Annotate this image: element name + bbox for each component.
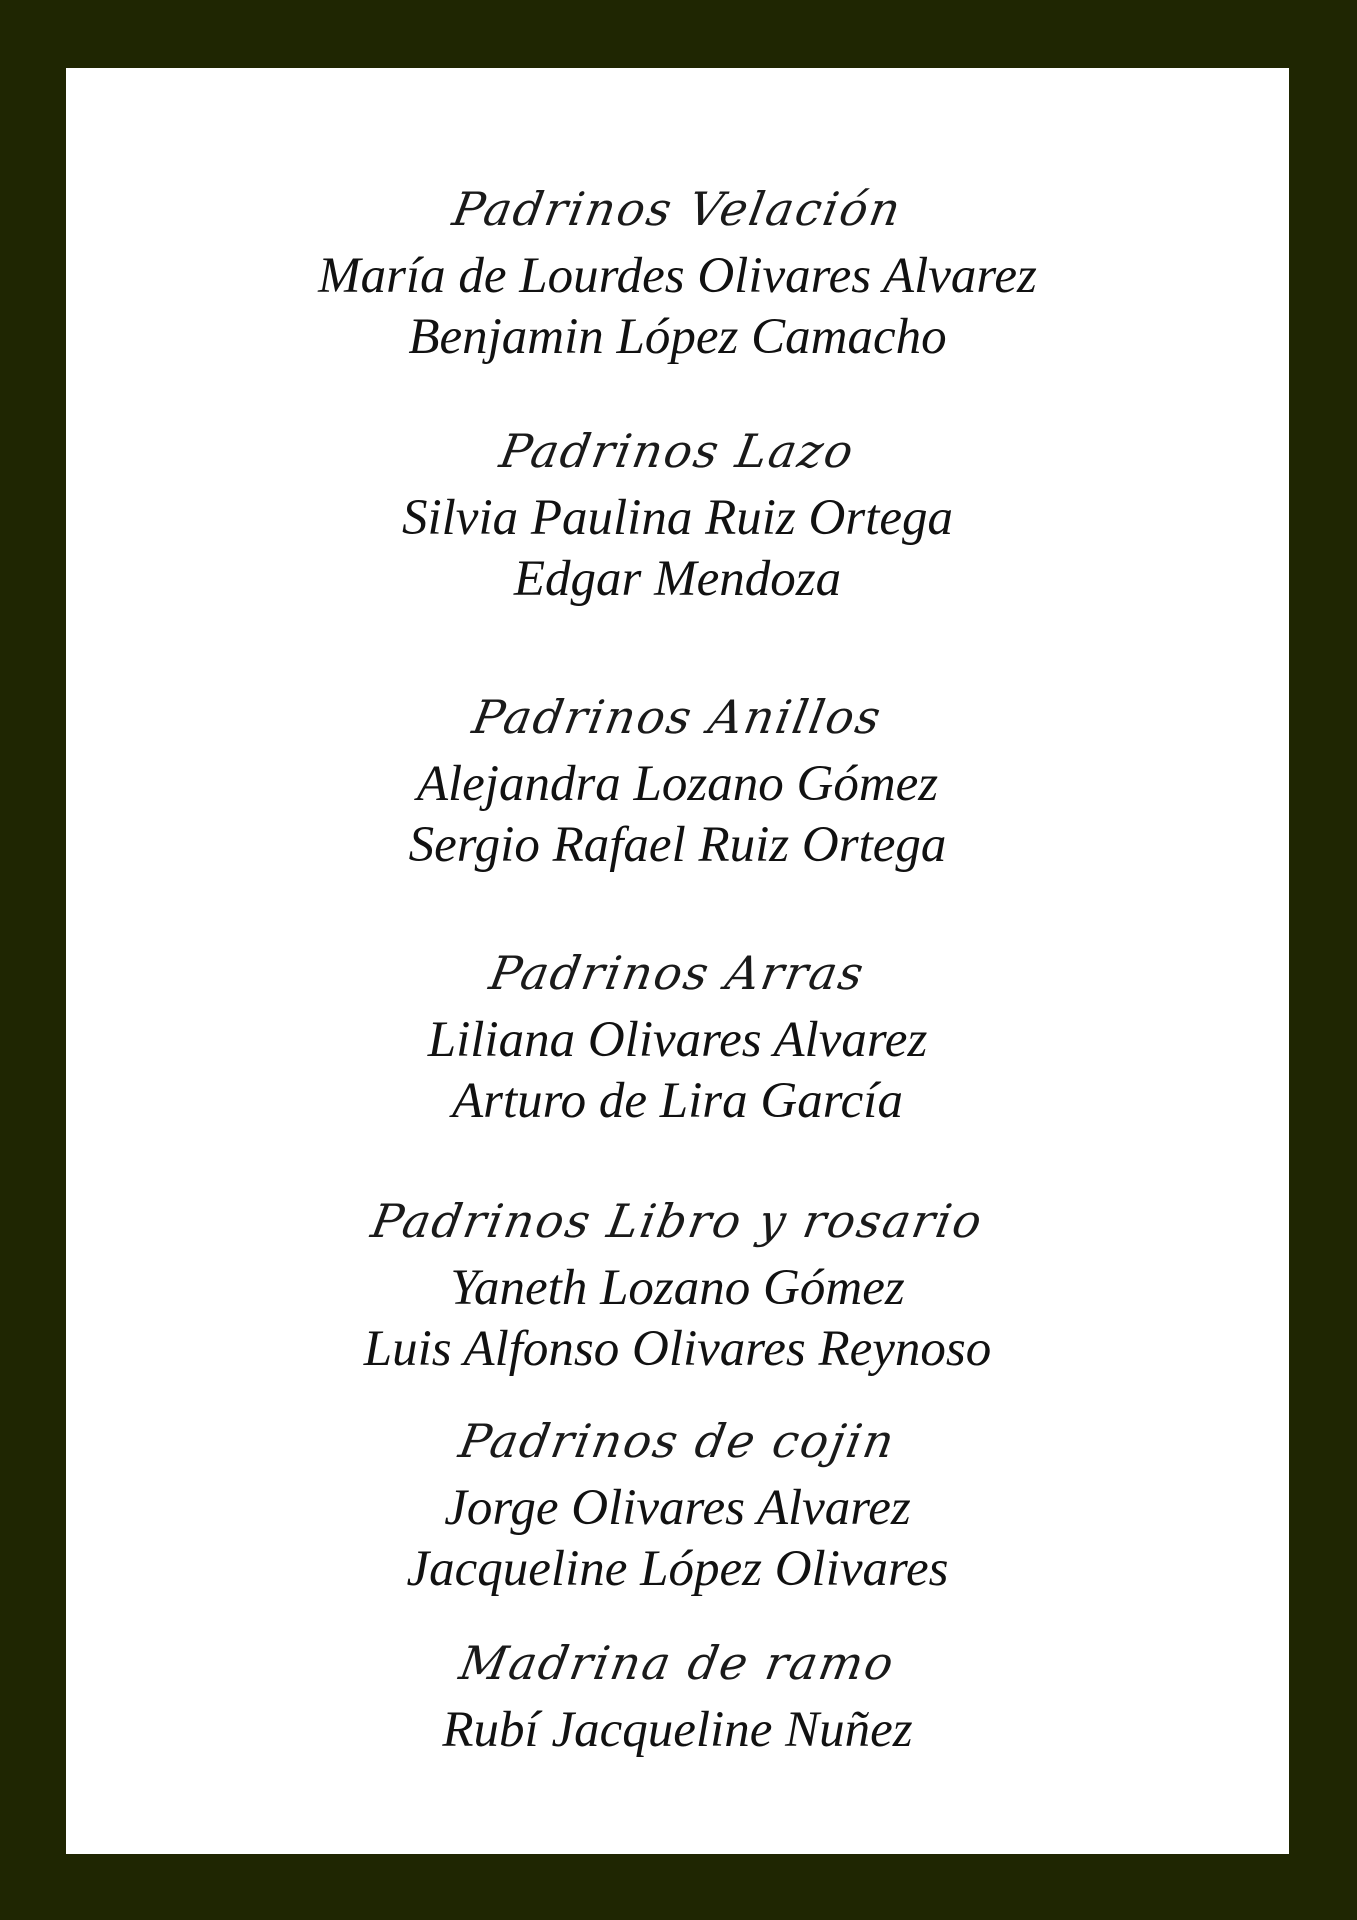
person-name: Edgar Mendoza <box>513 551 842 607</box>
section-heading: Padrinos Anillos <box>468 690 887 744</box>
section-padrinos-arras <box>66 942 1289 1132</box>
name-list <box>66 246 1289 368</box>
name-list <box>66 754 1289 876</box>
section-padrinos-libro-rosario <box>66 1190 1289 1380</box>
person-name: Arturo de Lira García <box>452 1073 903 1129</box>
section-heading: Padrinos de cojin <box>455 1414 900 1468</box>
name-list <box>66 1258 1289 1380</box>
person-name: Jacqueline López Olivares <box>406 1541 949 1597</box>
person-name: Rubí Jacqueline Nuñez <box>442 1702 913 1758</box>
section-heading: Padrinos Arras <box>485 946 870 1000</box>
section-heading: Padrinos Velación <box>448 182 907 236</box>
section-padrinos-lazo <box>66 420 1289 610</box>
invitation-card <box>66 68 1289 1854</box>
person-name: Yaneth Lozano Gómez <box>450 1260 905 1316</box>
person-name: Jorge Olivares Alvarez <box>444 1480 911 1536</box>
person-name: Luis Alfonso Olivares Reynoso <box>363 1321 992 1377</box>
name-list <box>66 1010 1289 1132</box>
person-name: Silvia Paulina Ruiz Ortega <box>401 490 954 546</box>
name-list <box>66 488 1289 610</box>
person-name: Alejandra Lozano Gómez <box>416 756 939 812</box>
section-heading: Padrinos Libro y rosario <box>367 1194 988 1248</box>
section-padrinos-velacion <box>66 178 1289 368</box>
section-heading: Padrinos Lazo <box>495 424 860 478</box>
person-name: María de Lourdes Olivares Alvarez <box>318 248 1037 304</box>
section-padrinos-anillos <box>66 686 1289 876</box>
person-name: Sergio Rafael Ruiz Ortega <box>408 817 947 873</box>
person-name: Liliana Olivares Alvarez <box>427 1012 928 1068</box>
name-list <box>66 1700 1289 1761</box>
person-name: Benjamin López Camacho <box>408 309 947 365</box>
name-list <box>66 1478 1289 1600</box>
section-heading: Madrina de ramo <box>455 1636 900 1690</box>
section-padrinos-cojin <box>66 1410 1289 1600</box>
section-madrina-ramo <box>66 1632 1289 1761</box>
